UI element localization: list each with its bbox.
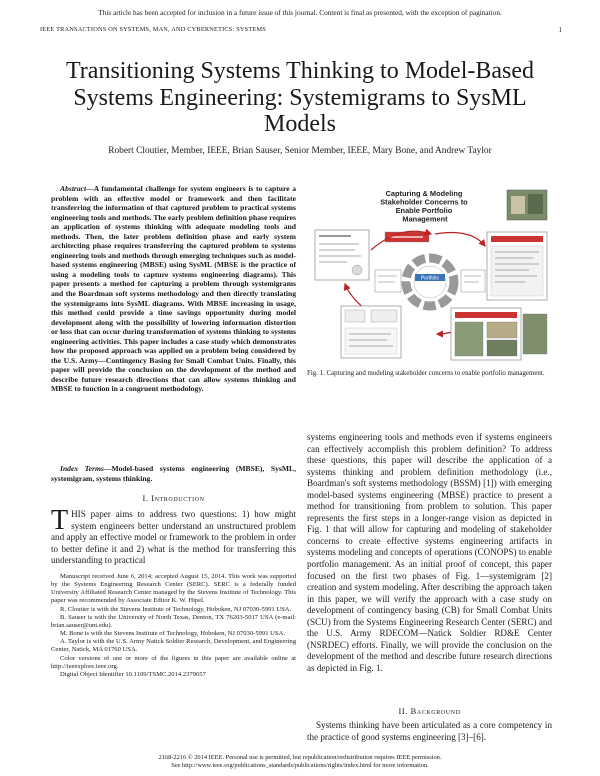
- running-header: IEEE TRANSACTIONS ON SYSTEMS, MAN, AND CYBERNETICS: SYSTEMS: [40, 26, 266, 33]
- copyright-notice: [40, 754, 560, 770]
- introduction-continued: systems engineering tools and methods even if systems engineers can effectively accomplish this problem definition? To address these questions, this paper will describe the application of a systems thinking and problem definition methodology (i.e., Boardman's soft systems methodology (BSSM) [1]) with emerging model-based systems engineering (MBSE) practice to present a method for transitioning from problem to solution. This paper represents the first steps in a longer-range vision as depicted in Fig. 1 that will allow for capturing and modeling of stakeholder concerns to create effective systems engineering artifacts in systems modeling and concepts of operations (CONOPS) to enable portfolio management. As an initial proof of concept, this paper focused on the first two phases of Fig. 1—systemigram [2] creation and system modeling. After describing the approach taken in this paper, we will verify the approach with a case study on development of contingency basing (CB) for Small Combat Units (SCU) from the Systems Engineering Research Center (SERC) and the U.S. Army RDECOM—Natick Soldier RD&E Center (NSRDEC) efforts. Finally, we will provide the conclusion on the development of the method and describe future research directions as depicted in Fig. 1.: [307, 432, 552, 673]
- intro-first-word: HIS: [71, 509, 86, 519]
- footnote: Digital Object Identifier 10.1109/TSMC.2014.2379657: [60, 670, 206, 678]
- introduction-heading: I. Introduction: [142, 494, 205, 503]
- background-heading: II. Background: [398, 707, 461, 716]
- footnote: R. Cloutier is with the Stevens Institute of Technology, Hoboken, NJ 07030-5991 USA.: [60, 605, 292, 613]
- acceptance-banner: This article has been accepted for inclusion in a future issue of this journal. Content is final as presented, with the exception of pagination.: [98, 8, 502, 17]
- page-number: 1: [558, 26, 562, 34]
- footnote: M. Bone is with the Stevens Institute of Technology, Hoboken, NJ 07030-5991 USA.: [60, 630, 285, 638]
- drop-cap: T: [51, 505, 69, 536]
- copyright-line: See http://www.ieee.org/publications_standards/publications/rights/index.html for more information.: [171, 761, 429, 769]
- footnote: Color versions of one or more of the figures in this paper are available online at http://ieeexplore.ieee.org.: [51, 654, 296, 670]
- figure-title: Capturing & Modeling Stakeholder Concerns to Enable Portfolio Management: [380, 189, 468, 224]
- copyright-line: 2168-2216 © 2014 IEEE. Personal use is permitted, but republication/redistribution requires IEEE permission.: [158, 754, 442, 761]
- abstract: [51, 184, 296, 394]
- index-terms: [51, 464, 296, 483]
- intro-text: paper aims to address two questions: 1) how might system engineers better understand an unstructured problem and apply an effective model or framework to the problem in order to better define it and 2) what is the method for transferring this understanding to practical: [51, 509, 296, 566]
- figure-caption: Fig. 1. Capturing and modeling stakeholder concerns to enable portfolio management.: [307, 370, 545, 377]
- figure-1: [311, 184, 549, 364]
- footnote: Manuscript received June 6, 2014; accepted August 15, 2014. This work was supported by the Systems Engineering Research Center (SERC). SERC is a federally funded University Affiliated Research Center managed by the Stevens Institute of Technology. This paper was recommended by Associate Editor K. W. Hipel.: [51, 573, 296, 605]
- abstract-text: —A fundamental challenge for system engineers is to capture a problem with an effective model or framework and then facilitate transferring the information of that captured problem to practical systems engineering tools and methods. The early problem definition phase requires an application of systems thinking with adequate modeling tools and methods. Then, the later problem definition phase and early system architecting phase requires transferring the captured problem to systems engineering tools and methods through emerging techniques such as model-based systems engineering (MBSE) using SysML (MBSE is the practice of using a modeling tools to capture systems engineering diagrams). This paper presents a method for capturing a problem through systemigrams and the Boardman soft systems methodology and then directly translating the systemigrams into SysML diagrams. With MBSE increasing in usage, this method could provide a time savings opportunity during model development along with the possibility of lowering information distortion or loss that can occur during transformation of systems thinking to systems engineering activities. This paper includes a case study which demonstrates how the proposed approach was applied on a problem being considered by the U.S. Army—Contingency Basing for Small Combat Units. Finally, this paper will provide the conclusion on the development of the method and describe future research directions that can allow systems thinking and MBSE to function in a congruent methodology.: [51, 184, 296, 394]
- footnote: B. Sauser is with the University of North Texas, Denton, TX 76203-5017 USA (e-mail: brian.sauser@unt.edu).: [51, 613, 296, 629]
- background-body: Systems thinking have been articulated as a core competency in the practice of good systems engineering [3]–[6].: [307, 720, 552, 742]
- author-list: Robert Cloutier, Member, IEEE, Brian Sauser, Senior Member, IEEE, Mary Bone, and Andrew Taylor: [108, 146, 492, 156]
- paper-title: Transitioning Systems Thinking to Model-Based Systems Engineering: Systemigrams to SysML Models: [65, 58, 535, 137]
- introduction-body: [51, 505, 296, 567]
- abstract-label: Abstract: [60, 184, 87, 193]
- footnotes: [51, 573, 296, 679]
- index-terms-label: Index Terms: [60, 464, 104, 473]
- cycle-center-label: Portfolio: [420, 275, 440, 282]
- footnote: A. Taylor is with the U.S. Army Natick Soldier Research, Development, and Engineering Center, Natick, MA 01760 USA.: [51, 638, 296, 654]
- index-terms-text: —Model-based systems engineering (MBSE), SysML, systemigram, systems thinking.: [51, 464, 296, 483]
